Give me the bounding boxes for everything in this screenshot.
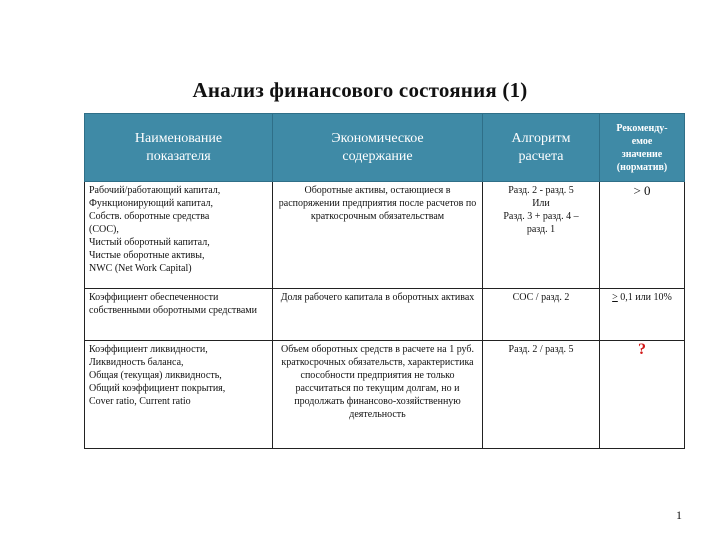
norm-value: 0,1 или 10% xyxy=(617,292,672,303)
table-header-row xyxy=(85,114,685,182)
table-row xyxy=(85,289,685,341)
economic-meaning: Доля рабочего капитала в оборотных активах xyxy=(273,289,483,341)
calculation-algorithm: Разд. 2 - разд. 5 Или Разд. 3 + разд. 4 – разд. 1 xyxy=(483,182,600,289)
header-calculation-algorithm: Алгоритм расчета xyxy=(483,114,600,182)
header-recommended-value: Рекоменду- емое значение (норматив) xyxy=(600,114,685,182)
table-row xyxy=(85,182,685,289)
norm-value: > 0 xyxy=(633,183,651,198)
recommended-value xyxy=(600,341,685,449)
calculation-algorithm: СОС / разд. 2 xyxy=(483,289,600,341)
header-economic-meaning: Экономическое содержание xyxy=(273,114,483,182)
recommended-value xyxy=(600,182,685,289)
indicator-name: Рабочий/работающий капитал, Функционирующий капитал, Собств. оборотные средства (СОС), Чистый оборотный капитал, Чистые оборотные активы, NWC (Net Work Capital) xyxy=(85,182,273,289)
page-number: 1 xyxy=(676,508,682,522)
economic-meaning: Оборотные активы, остающиеся в распоряжении предприятия после расчетов по краткосрочным обязательствам xyxy=(273,182,483,289)
recommended-value xyxy=(600,289,685,341)
question-mark: ? xyxy=(638,341,646,358)
header-indicator-name: Наименование показателя xyxy=(85,114,273,182)
calculation-algorithm: Разд. 2 / разд. 5 xyxy=(483,341,600,449)
financial-analysis-table xyxy=(84,113,685,449)
indicator-name: Коэффициент обеспеченности собственными оборотными средствами xyxy=(85,289,273,341)
indicator-name: Коэффициент ликвидности, Ликвидность баланса, Общая (текущая) ликвидность, Общий коэффициент покрытия, Cover ratio, Current ratio xyxy=(85,341,273,449)
economic-meaning: Объем оборотных средств в расчете на 1 руб. краткосрочных обязательств, характеристика способности предприятия не только рассчитаться по текущим долгам, но и продолжать финансово-хозяйственную деятельность xyxy=(273,341,483,449)
table-row xyxy=(85,341,685,449)
slide-title: Анализ финансового состояния (1) xyxy=(192,78,528,102)
greater-or-equal-symbol: > xyxy=(612,292,618,303)
